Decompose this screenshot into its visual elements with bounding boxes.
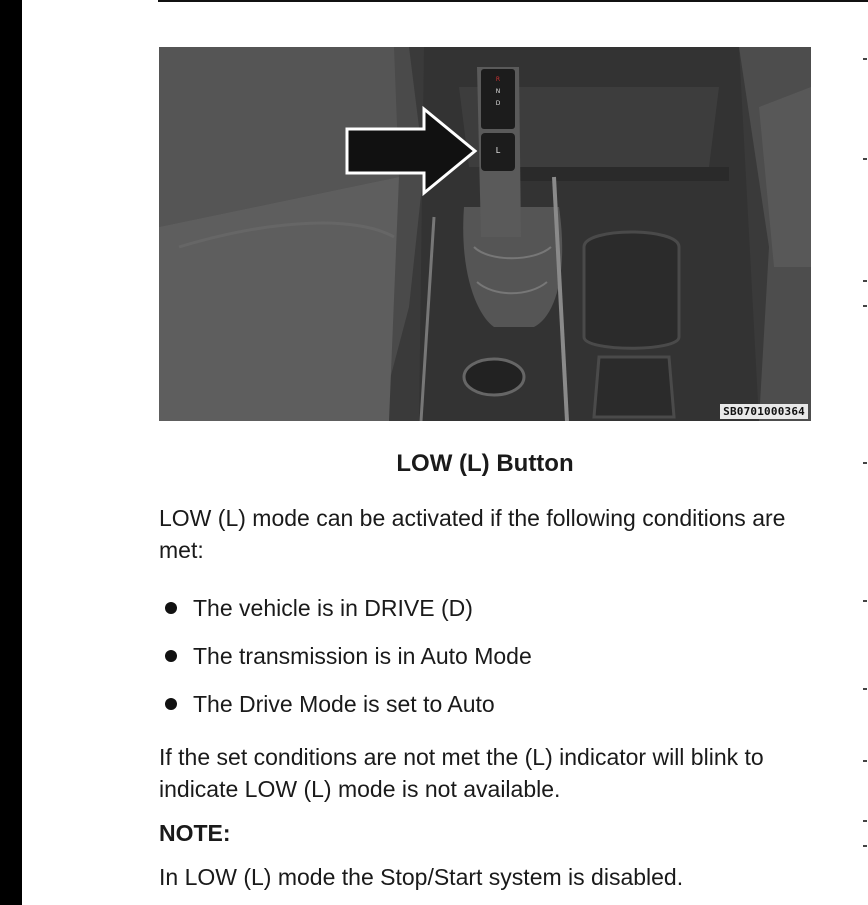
shifter-label: D (495, 100, 501, 107)
condition-text: The transmission is in Auto Mode (193, 643, 532, 669)
availability-paragraph: If the set conditions are not met the (L) indicator will blink to indicate LOW (L) mode is not available. (159, 744, 764, 802)
top-rule (158, 0, 868, 2)
conditions-list (159, 592, 532, 736)
list-item (159, 592, 532, 640)
figure-code: SB0701000364 (720, 404, 808, 419)
bullet-icon (165, 602, 177, 614)
figure-caption: LOW (L) Button (396, 450, 574, 477)
shifter-figure (159, 47, 811, 421)
note-label: NOTE: (159, 820, 231, 846)
console-illustration (159, 47, 811, 421)
condition-text: The Drive Mode is set to Auto (193, 691, 495, 717)
right-page-edge-marks (858, 0, 868, 905)
note-text: In LOW (L) mode the Stop/Start system is disabled. (159, 864, 684, 890)
left-page-edge (0, 0, 22, 905)
shifter-label: L (495, 146, 501, 155)
intro-paragraph: LOW (L) mode can be activated if the following conditions are met: (159, 505, 786, 563)
list-item (159, 640, 532, 688)
shifter-label: R (495, 76, 501, 83)
bullet-icon (165, 650, 177, 662)
condition-text: The vehicle is in DRIVE (D) (193, 595, 473, 621)
bullet-icon (165, 698, 177, 710)
shifter-label: N (495, 88, 501, 95)
list-item (159, 688, 532, 736)
